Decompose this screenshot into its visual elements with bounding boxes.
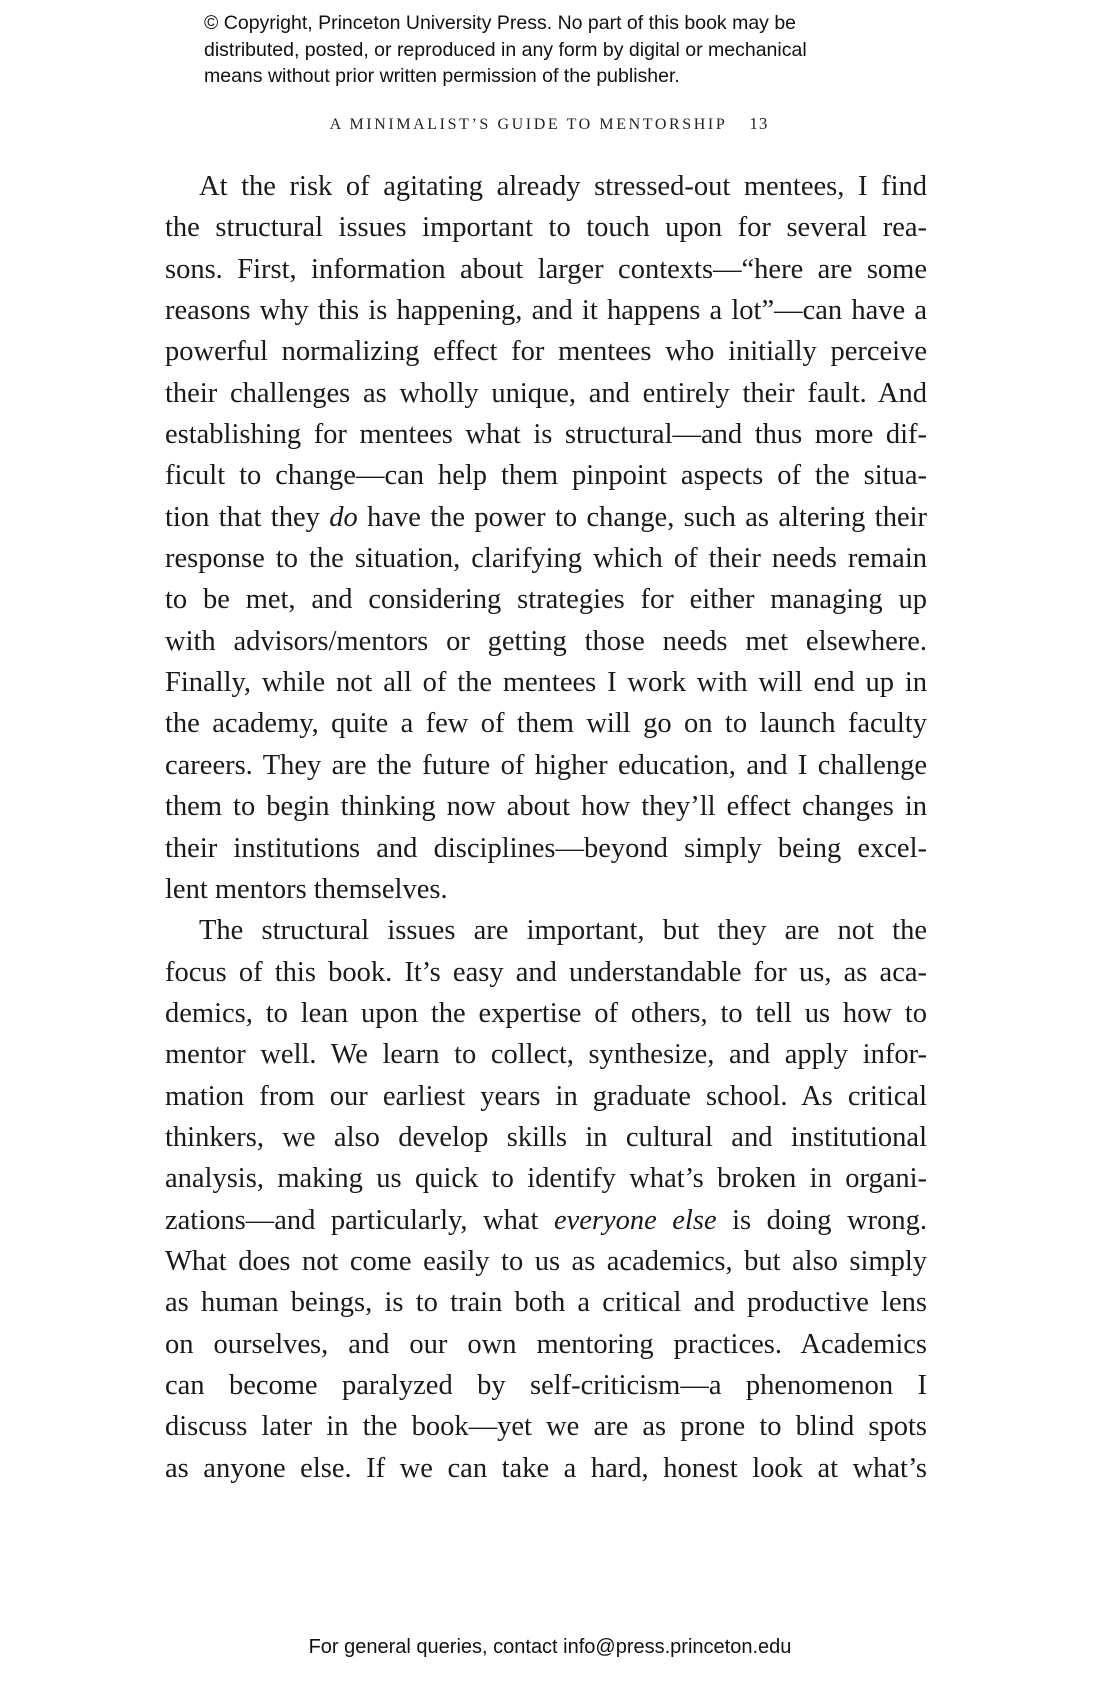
text-line: thinkers, we also develop skills in cultural and institutional: [165, 1121, 927, 1153]
text-line: can become paralyzed by self-criticism—a phenomenon I: [165, 1369, 927, 1401]
text-line: lent mentors themselves.: [165, 873, 448, 905]
text-line: At the risk of agitating already stressed-out mentees, I find: [199, 171, 927, 202]
text-run: is doing wrong.: [716, 1204, 928, 1236]
text-line: What does not come easily to us as academics, but also simply: [165, 1245, 927, 1277]
text-line: careers. They are the future of higher education, and I challenge: [165, 749, 927, 781]
text-line: their challenges as wholly unique, and entirely their fault. And: [165, 377, 927, 409]
text-line: [165, 1200, 927, 1241]
text-line: them to begin thinking now about how they’ll effect changes in: [165, 791, 927, 823]
text-line: Finally, while not all of the mentees I work with will end up in: [165, 667, 927, 699]
text-line: response to the situation, clarifying which of their needs remain: [165, 543, 927, 575]
copyright-line: means without prior written permission of the publisher.: [204, 65, 680, 87]
italic-emphasis: everyone else: [553, 1204, 717, 1236]
text-line: discuss later in the book—yet we are as prone to blind spots: [165, 1411, 927, 1443]
footer-contact: For general queries, contact info@press.princeton.edu: [308, 1636, 792, 1658]
text-line: to be met, and considering strategies for either managing up: [165, 584, 927, 616]
text-line: mentor well. We learn to collect, synthesize, and apply infor-: [165, 1039, 927, 1071]
text-line: the structural issues important to touch upon for several rea-: [165, 212, 927, 244]
text-line: analysis, making us quick to identify what’s broken in organi-: [165, 1163, 927, 1195]
text-line: ficult to change—can help them pinpoint aspects of the situa-: [165, 460, 927, 492]
copyright-line: © Copyright, Princeton University Press. No part of this book may be: [204, 12, 797, 34]
text-run: zations—and particularly, what: [165, 1204, 554, 1236]
text-line: sons. First, information about larger contexts—“here are some: [165, 253, 927, 285]
text-line: reasons why this is happening, and it happens a lot”—can have a: [165, 295, 927, 327]
page-number: 13: [749, 114, 769, 133]
text-line: as anyone else. If we can take a hard, honest look at what’s: [165, 1452, 927, 1484]
text-run: have the power to change, such as altering their: [357, 501, 928, 533]
text-line: demics, to lean upon the expertise of others, to tell us how to: [165, 997, 927, 1029]
text-line: establishing for mentees what is structural—and thus more dif-: [165, 419, 927, 451]
copyright-notice: [204, 10, 964, 90]
text-line: on ourselves, and our own mentoring practices. Academics: [165, 1328, 927, 1360]
text-line: powerful normalizing effect for mentees who initially perceive: [165, 336, 927, 368]
text-line: with advisors/mentors or getting those needs met elsewhere.: [165, 625, 927, 657]
text-line: [165, 497, 927, 538]
running-head: [164, 114, 934, 134]
text-line: focus of this book. It’s easy and understandable for us, as aca-: [165, 956, 927, 988]
italic-emphasis: do: [329, 501, 358, 533]
text-line: their institutions and disciplines—beyond simply being excel-: [165, 832, 927, 864]
text-line: as human beings, is to train both a critical and productive lens: [165, 1287, 927, 1319]
copyright-line: distributed, posted, or reproduced in any form by digital or mechanical: [204, 38, 807, 61]
text-run: tion that they: [165, 501, 330, 533]
text-line: the academy, quite a few of them will go on to launch faculty: [165, 708, 927, 740]
running-head-title: A MINIMALIST’S GUIDE TO MENTORSHIP: [329, 116, 728, 133]
text-line: The structural issues are important, but they are not the: [199, 915, 927, 947]
body-text: [165, 166, 927, 1489]
text-line: mation from our earliest years in graduate school. As critical: [165, 1080, 927, 1112]
